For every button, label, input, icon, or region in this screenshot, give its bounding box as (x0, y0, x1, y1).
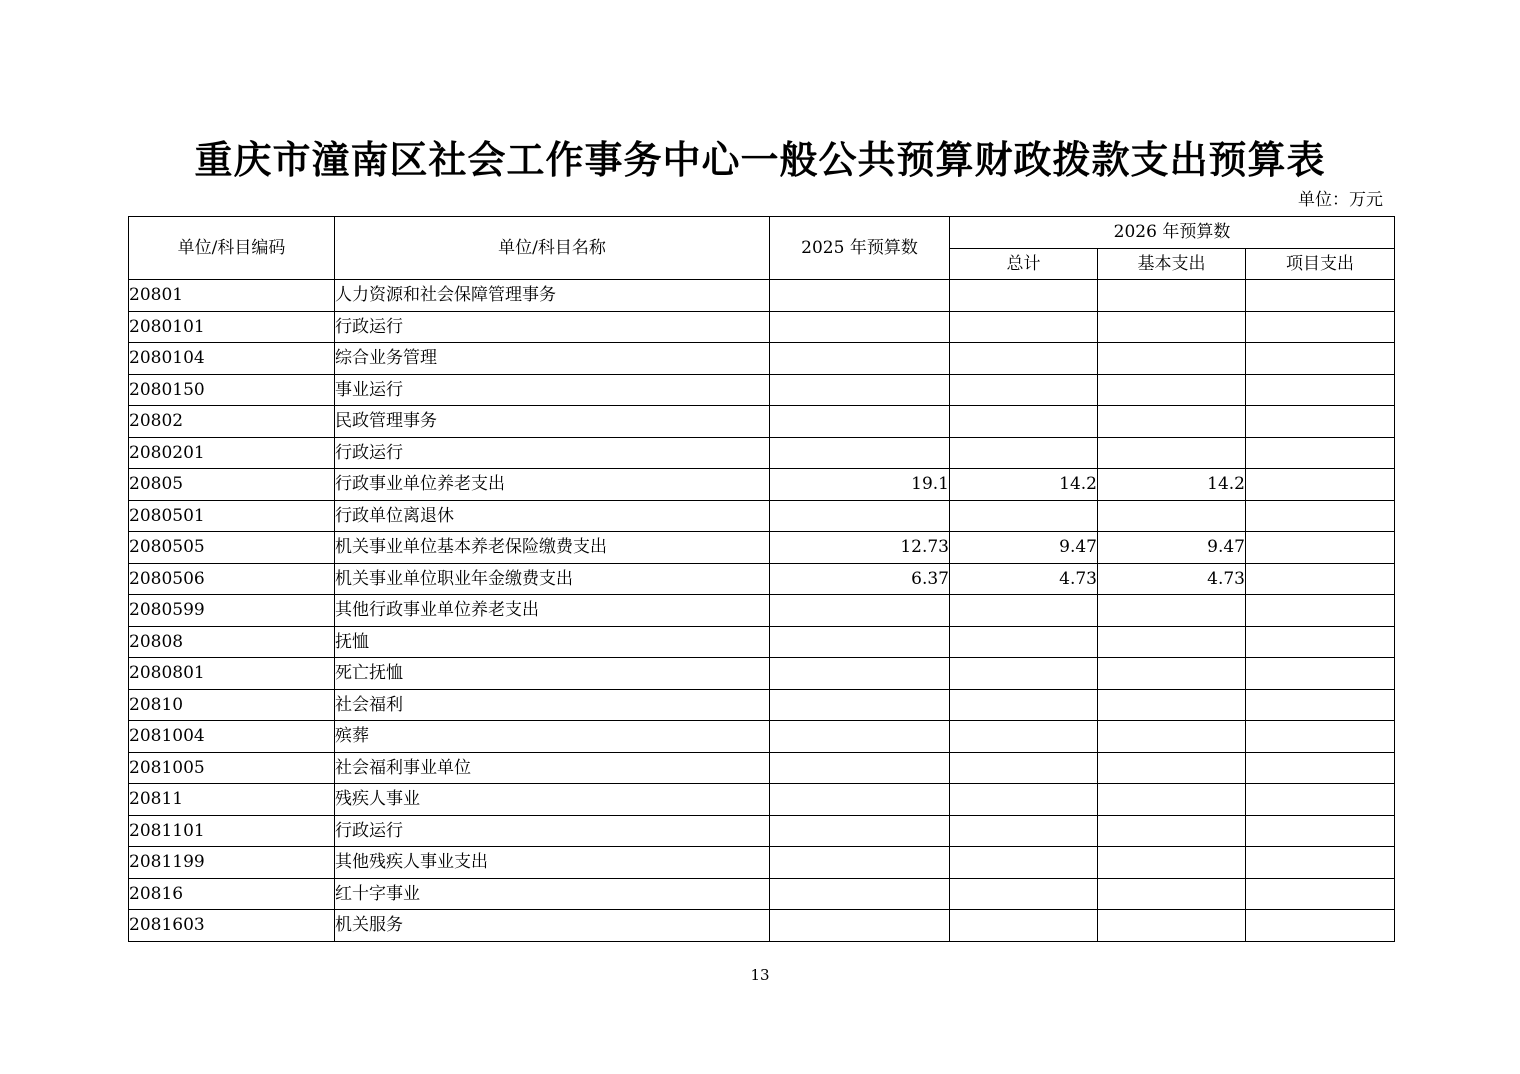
cell-total (950, 847, 1098, 879)
cell-basic (1098, 689, 1246, 721)
table-body (129, 280, 1395, 942)
table-row (129, 595, 1395, 627)
header-project: 项目支出 (1246, 248, 1395, 280)
table-row (129, 658, 1395, 690)
table-row (129, 689, 1395, 721)
cell-prev-budget (770, 500, 950, 532)
cell-project (1246, 563, 1395, 595)
cell-prev-budget (770, 280, 950, 312)
cell-project (1246, 343, 1395, 375)
cell-total (950, 500, 1098, 532)
cell-project (1246, 878, 1395, 910)
cell-basic (1098, 752, 1246, 784)
cell-name: 红十字事业 (335, 878, 770, 910)
cell-project (1246, 406, 1395, 438)
table-row (129, 532, 1395, 564)
cell-prev-budget (770, 878, 950, 910)
table-row (129, 406, 1395, 438)
cell-code: 20811 (129, 784, 335, 816)
cell-total (950, 280, 1098, 312)
cell-code: 20802 (129, 406, 335, 438)
cell-code: 2080505 (129, 532, 335, 564)
cell-project (1246, 500, 1395, 532)
cell-total (950, 752, 1098, 784)
cell-code: 20816 (129, 878, 335, 910)
cell-name: 机关事业单位职业年金缴费支出 (335, 563, 770, 595)
cell-code: 2081005 (129, 752, 335, 784)
cell-prev-budget (770, 311, 950, 343)
cell-total (950, 658, 1098, 690)
cell-total: 14.2 (950, 469, 1098, 501)
cell-prev-budget (770, 343, 950, 375)
cell-name: 殡葬 (335, 721, 770, 753)
cell-total (950, 343, 1098, 375)
cell-name: 抚恤 (335, 626, 770, 658)
header-name: 单位/科目名称 (335, 217, 770, 280)
table-row (129, 374, 1395, 406)
cell-code: 2080599 (129, 595, 335, 627)
cell-code: 20801 (129, 280, 335, 312)
cell-name: 行政运行 (335, 815, 770, 847)
cell-name: 其他残疾人事业支出 (335, 847, 770, 879)
cell-name: 机关事业单位基本养老保险缴费支出 (335, 532, 770, 564)
header-basic: 基本支出 (1098, 248, 1246, 280)
cell-basic (1098, 406, 1246, 438)
cell-basic (1098, 721, 1246, 753)
cell-basic (1098, 878, 1246, 910)
cell-total (950, 784, 1098, 816)
table-row (129, 626, 1395, 658)
cell-name: 机关服务 (335, 910, 770, 942)
cell-code: 2080506 (129, 563, 335, 595)
cell-basic: 4.73 (1098, 563, 1246, 595)
header-prev-budget: 2025 年预算数 (770, 217, 950, 280)
cell-project (1246, 689, 1395, 721)
cell-prev-budget (770, 689, 950, 721)
cell-project (1246, 752, 1395, 784)
page-number: 13 (750, 966, 770, 984)
cell-basic (1098, 595, 1246, 627)
cell-total: 4.73 (950, 563, 1098, 595)
cell-name: 其他行政事业单位养老支出 (335, 595, 770, 627)
header-current-budget: 2026 年预算数 (950, 217, 1395, 249)
cell-project (1246, 626, 1395, 658)
cell-code: 2080104 (129, 343, 335, 375)
cell-project (1246, 595, 1395, 627)
cell-total (950, 311, 1098, 343)
cell-basic (1098, 910, 1246, 942)
cell-name: 社会福利事业单位 (335, 752, 770, 784)
cell-project (1246, 784, 1395, 816)
cell-total (950, 406, 1098, 438)
cell-basic: 9.47 (1098, 532, 1246, 564)
cell-basic: 14.2 (1098, 469, 1246, 501)
cell-name: 事业运行 (335, 374, 770, 406)
cell-code: 2080801 (129, 658, 335, 690)
cell-name: 行政运行 (335, 437, 770, 469)
table-row (129, 752, 1395, 784)
table-row (129, 878, 1395, 910)
cell-total: 9.47 (950, 532, 1098, 564)
cell-total (950, 689, 1098, 721)
cell-project (1246, 910, 1395, 942)
cell-total (950, 626, 1098, 658)
cell-total (950, 374, 1098, 406)
table-row (129, 784, 1395, 816)
cell-project (1246, 532, 1395, 564)
cell-total (950, 878, 1098, 910)
cell-basic (1098, 815, 1246, 847)
cell-name: 死亡抚恤 (335, 658, 770, 690)
table-row (129, 437, 1395, 469)
table-row (129, 469, 1395, 501)
cell-basic (1098, 626, 1246, 658)
cell-code: 20810 (129, 689, 335, 721)
cell-name: 行政运行 (335, 311, 770, 343)
table-row (129, 311, 1395, 343)
header-total: 总计 (950, 248, 1098, 280)
cell-prev-budget (770, 784, 950, 816)
cell-name: 行政单位离退休 (335, 500, 770, 532)
cell-prev-budget (770, 595, 950, 627)
cell-basic (1098, 500, 1246, 532)
cell-project (1246, 847, 1395, 879)
cell-prev-budget: 12.73 (770, 532, 950, 564)
table-row (129, 500, 1395, 532)
header-code: 单位/科目编码 (129, 217, 335, 280)
cell-basic (1098, 343, 1246, 375)
cell-basic (1098, 784, 1246, 816)
cell-project (1246, 815, 1395, 847)
cell-total (950, 721, 1098, 753)
cell-prev-budget: 19.1 (770, 469, 950, 501)
cell-code: 2080150 (129, 374, 335, 406)
cell-code: 2080501 (129, 500, 335, 532)
table-row (129, 815, 1395, 847)
table-row (129, 280, 1395, 312)
cell-prev-budget: 6.37 (770, 563, 950, 595)
cell-prev-budget (770, 847, 950, 879)
budget-table (128, 216, 1395, 942)
cell-total (950, 595, 1098, 627)
cell-name: 民政管理事务 (335, 406, 770, 438)
cell-name: 社会福利 (335, 689, 770, 721)
cell-name: 行政事业单位养老支出 (335, 469, 770, 501)
cell-name: 人力资源和社会保障管理事务 (335, 280, 770, 312)
cell-code: 2081004 (129, 721, 335, 753)
cell-prev-budget (770, 910, 950, 942)
cell-basic (1098, 311, 1246, 343)
cell-prev-budget (770, 626, 950, 658)
cell-total (950, 910, 1098, 942)
cell-basic (1098, 847, 1246, 879)
cell-basic (1098, 280, 1246, 312)
cell-project (1246, 721, 1395, 753)
cell-basic (1098, 437, 1246, 469)
cell-total (950, 437, 1098, 469)
table-row (129, 910, 1395, 942)
cell-project (1246, 437, 1395, 469)
cell-code: 2080101 (129, 311, 335, 343)
cell-prev-budget (770, 406, 950, 438)
cell-code: 2081199 (129, 847, 335, 879)
cell-prev-budget (770, 721, 950, 753)
table-row (129, 847, 1395, 879)
cell-prev-budget (770, 437, 950, 469)
cell-prev-budget (770, 752, 950, 784)
cell-code: 2081603 (129, 910, 335, 942)
cell-name: 残疾人事业 (335, 784, 770, 816)
cell-basic (1098, 658, 1246, 690)
cell-project (1246, 280, 1395, 312)
cell-project (1246, 469, 1395, 501)
table-row (129, 721, 1395, 753)
cell-code: 20805 (129, 469, 335, 501)
cell-prev-budget (770, 815, 950, 847)
cell-name: 综合业务管理 (335, 343, 770, 375)
unit-label: 单位：万元 (1298, 190, 1383, 210)
page-title: 重庆市潼南区社会工作事务中心一般公共预算财政拨款支出预算表 (194, 137, 1326, 182)
cell-project (1246, 374, 1395, 406)
cell-prev-budget (770, 658, 950, 690)
cell-total (950, 815, 1098, 847)
cell-prev-budget (770, 374, 950, 406)
cell-project (1246, 311, 1395, 343)
cell-code: 2080201 (129, 437, 335, 469)
cell-code: 20808 (129, 626, 335, 658)
table-row (129, 563, 1395, 595)
cell-project (1246, 658, 1395, 690)
table-row (129, 343, 1395, 375)
cell-basic (1098, 374, 1246, 406)
cell-code: 2081101 (129, 815, 335, 847)
